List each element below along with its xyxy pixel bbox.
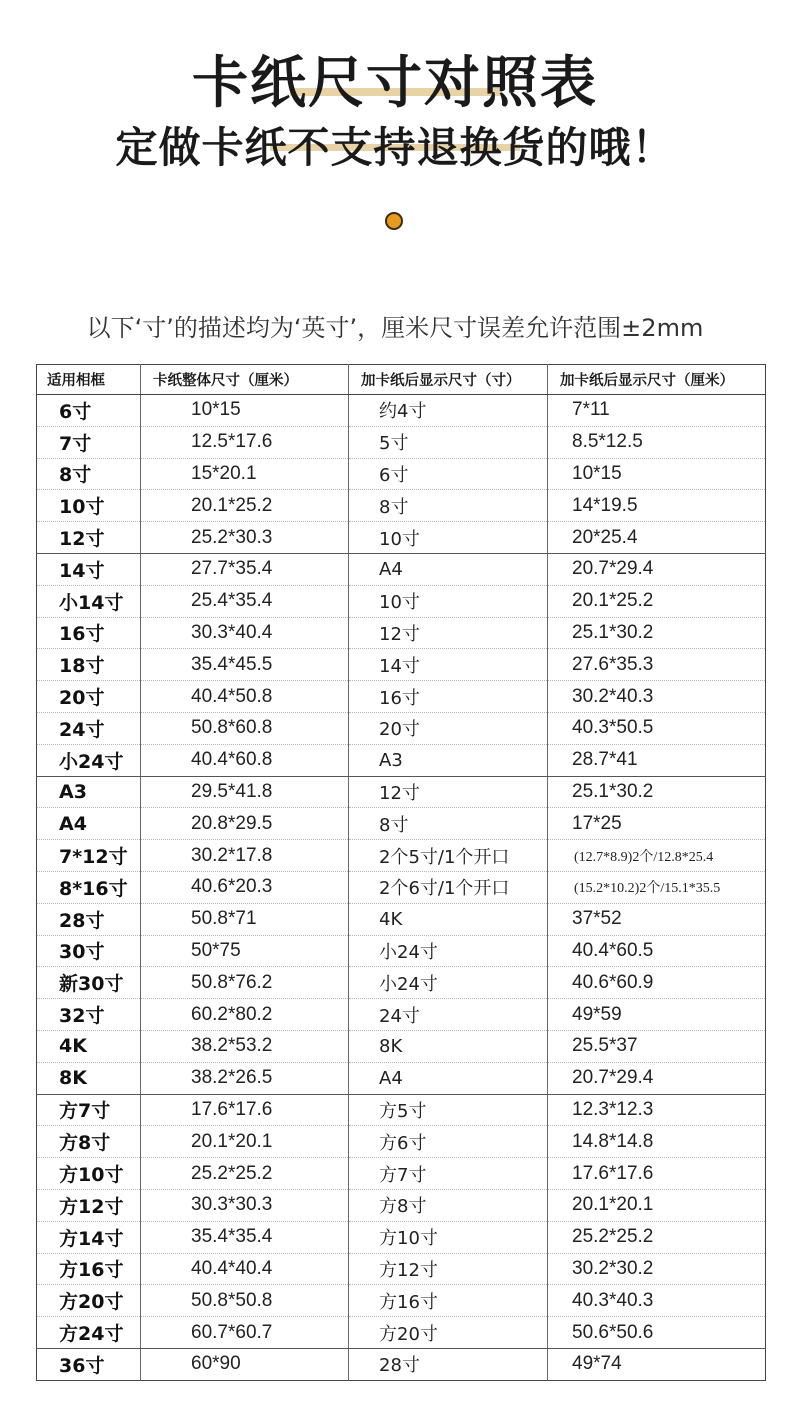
cell-display-cm: (12.7*8.9)2个/12.8*25.4 — [548, 840, 766, 872]
cell-card-size: 60.2*80.2 — [141, 999, 349, 1031]
cell-frame: 方10寸 — [37, 1158, 141, 1190]
table-row — [37, 1158, 766, 1190]
table-row — [37, 1317, 766, 1349]
table-row — [37, 1094, 766, 1126]
cell-card-size: 60.7*60.7 — [141, 1317, 349, 1349]
cell-display-cm: 20.1*25.2 — [548, 585, 766, 617]
cell-display-inch: 方16寸 — [349, 1285, 548, 1317]
cell-display-cm: 25.1*30.2 — [548, 776, 766, 808]
col-header-frame: 适用相框 — [37, 365, 141, 395]
cell-display-inch: 2个6寸/1个开口 — [349, 871, 548, 903]
cell-card-size: 35.4*35.4 — [141, 1221, 349, 1253]
cell-display-cm: 17*25 — [548, 808, 766, 840]
table-row — [37, 522, 766, 554]
cell-display-inch: 小24寸 — [349, 967, 548, 999]
cell-frame: 18寸 — [37, 649, 141, 681]
cell-display-cm: 27.6*35.3 — [548, 649, 766, 681]
cell-frame: 小14寸 — [37, 585, 141, 617]
cell-display-cm: 40.4*60.5 — [548, 935, 766, 967]
cell-frame: 方8寸 — [37, 1126, 141, 1158]
cell-display-cm: 8.5*12.5 — [548, 426, 766, 458]
table-row — [37, 808, 766, 840]
cell-display-inch: 方20寸 — [349, 1317, 548, 1349]
cell-card-size: 20.1*20.1 — [141, 1126, 349, 1158]
cell-frame: 方14寸 — [37, 1221, 141, 1253]
cell-display-inch: 24寸 — [349, 999, 548, 1031]
table-row — [37, 649, 766, 681]
cell-card-size: 20.1*25.2 — [141, 490, 349, 522]
cell-frame: 24寸 — [37, 712, 141, 744]
table-row — [37, 458, 766, 490]
cell-display-cm: 30.2*40.3 — [548, 681, 766, 713]
cell-display-inch: 小24寸 — [349, 935, 548, 967]
cell-display-inch: 16寸 — [349, 681, 548, 713]
cell-frame: 6寸 — [37, 395, 141, 427]
measurement-note: 以下‘寸’的描述均为‘英寸’，厘米尺寸误差允许范围±2mm — [86, 314, 704, 342]
col-header-display-inch: 加卡纸后显示尺寸（寸） — [349, 365, 548, 395]
table-row — [37, 1221, 766, 1253]
table-row — [37, 1030, 766, 1062]
cell-card-size: 35.4*45.5 — [141, 649, 349, 681]
table-row — [37, 490, 766, 522]
cell-display-cm: 49*74 — [548, 1348, 766, 1380]
cell-card-size: 40.4*50.8 — [141, 681, 349, 713]
cell-frame: 方24寸 — [37, 1317, 141, 1349]
table-row — [37, 903, 766, 935]
cell-card-size: 25.4*35.4 — [141, 585, 349, 617]
cell-display-cm: 12.3*12.3 — [548, 1094, 766, 1126]
cell-display-inch: 8K — [349, 1030, 548, 1062]
cell-card-size: 38.2*53.2 — [141, 1030, 349, 1062]
cell-card-size: 25.2*30.3 — [141, 522, 349, 554]
cell-card-size: 50.8*71 — [141, 903, 349, 935]
cell-display-inch: 10寸 — [349, 522, 548, 554]
cell-frame: 方20寸 — [37, 1285, 141, 1317]
table-row — [37, 744, 766, 776]
cell-display-inch: A4 — [349, 1062, 548, 1094]
cell-card-size: 15*20.1 — [141, 458, 349, 490]
cell-display-inch: 方6寸 — [349, 1126, 548, 1158]
cell-frame: 32寸 — [37, 999, 141, 1031]
table-row — [37, 395, 766, 427]
cell-display-inch: A4 — [349, 553, 548, 585]
cell-display-inch: 14寸 — [349, 649, 548, 681]
cell-display-inch: 方7寸 — [349, 1158, 548, 1190]
subtitle-row — [0, 122, 790, 174]
cell-frame: 16寸 — [37, 617, 141, 649]
cell-display-inch: 20寸 — [349, 712, 548, 744]
cell-card-size: 30.3*30.3 — [141, 1189, 349, 1221]
cell-frame: 8K — [37, 1062, 141, 1094]
table-row — [37, 935, 766, 967]
cell-card-size: 25.2*25.2 — [141, 1158, 349, 1190]
cell-frame: 28寸 — [37, 903, 141, 935]
cell-display-cm: 7*11 — [548, 395, 766, 427]
table-row — [37, 840, 766, 872]
table-row — [37, 1126, 766, 1158]
cell-display-inch: 10寸 — [349, 585, 548, 617]
cell-frame: 小24寸 — [37, 744, 141, 776]
cell-display-cm: 14.8*14.8 — [548, 1126, 766, 1158]
cell-display-cm: 40.3*40.3 — [548, 1285, 766, 1317]
table-row — [37, 967, 766, 999]
cell-display-cm: 25.5*37 — [548, 1030, 766, 1062]
cell-display-inch: 28寸 — [349, 1348, 548, 1380]
cell-card-size: 50.8*76.2 — [141, 967, 349, 999]
cell-display-inch: 6寸 — [349, 458, 548, 490]
cell-display-cm: 40.3*50.5 — [548, 712, 766, 744]
table-row — [37, 1285, 766, 1317]
table-row — [37, 1062, 766, 1094]
cell-display-inch: 12寸 — [349, 776, 548, 808]
cell-display-inch: 4K — [349, 903, 548, 935]
cell-display-inch: A3 — [349, 744, 548, 776]
cell-display-inch: 5寸 — [349, 426, 548, 458]
table-row — [37, 1189, 766, 1221]
cell-display-cm: 20*25.4 — [548, 522, 766, 554]
cell-card-size: 27.7*35.4 — [141, 553, 349, 585]
table-row — [37, 1253, 766, 1285]
cell-card-size: 12.5*17.6 — [141, 426, 349, 458]
cell-card-size: 50.8*60.8 — [141, 712, 349, 744]
cell-frame: 20寸 — [37, 681, 141, 713]
cell-display-cm: 49*59 — [548, 999, 766, 1031]
cell-display-cm: (15.2*10.2)2个/15.1*35.5 — [548, 871, 766, 903]
table-row — [37, 712, 766, 744]
cell-card-size: 30.2*17.8 — [141, 840, 349, 872]
cell-frame: 7寸 — [37, 426, 141, 458]
cell-card-size: 17.6*17.6 — [141, 1094, 349, 1126]
cell-frame: 8*16寸 — [37, 871, 141, 903]
cell-frame: 36寸 — [37, 1348, 141, 1380]
cell-display-inch: 约4寸 — [349, 395, 548, 427]
cell-frame: 14寸 — [37, 553, 141, 585]
cell-display-cm: 20.7*29.4 — [548, 553, 766, 585]
cell-frame: A3 — [37, 776, 141, 808]
cell-frame: 10寸 — [37, 490, 141, 522]
table-row — [37, 999, 766, 1031]
cell-display-inch: 方10寸 — [349, 1221, 548, 1253]
cell-frame: 4K — [37, 1030, 141, 1062]
cell-display-inch: 8寸 — [349, 808, 548, 840]
table-row — [37, 776, 766, 808]
cell-card-size: 50.8*50.8 — [141, 1285, 349, 1317]
cell-display-inch: 方5寸 — [349, 1094, 548, 1126]
cell-card-size: 40.6*20.3 — [141, 871, 349, 903]
cell-card-size: 10*15 — [141, 395, 349, 427]
cell-display-inch: 12寸 — [349, 617, 548, 649]
cell-display-cm: 20.1*20.1 — [548, 1189, 766, 1221]
cell-frame: 方16寸 — [37, 1253, 141, 1285]
cell-card-size: 60*90 — [141, 1348, 349, 1380]
col-header-display-cm: 加卡纸后显示尺寸（厘米） — [548, 365, 766, 395]
table-row — [37, 871, 766, 903]
cell-card-size: 30.3*40.4 — [141, 617, 349, 649]
cell-display-cm: 14*19.5 — [548, 490, 766, 522]
cell-frame: 7*12寸 — [37, 840, 141, 872]
page-subtitle: 定做卡纸不支持退换货的哦！ — [115, 123, 675, 172]
cell-frame: 30寸 — [37, 935, 141, 967]
cell-card-size: 38.2*26.5 — [141, 1062, 349, 1094]
page-title: 卡纸尺寸对照表 — [192, 51, 598, 116]
cell-display-cm: 40.6*60.9 — [548, 967, 766, 999]
table-row — [37, 553, 766, 585]
table-header-row — [37, 365, 766, 395]
decorative-dot-icon — [385, 212, 403, 230]
table-row — [37, 617, 766, 649]
table-row — [37, 1348, 766, 1380]
size-table — [36, 364, 766, 1381]
cell-display-cm: 17.6*17.6 — [548, 1158, 766, 1190]
cell-frame: 新30寸 — [37, 967, 141, 999]
cell-display-cm: 37*52 — [548, 903, 766, 935]
table-row — [37, 585, 766, 617]
cell-card-size: 20.8*29.5 — [141, 808, 349, 840]
cell-display-cm: 10*15 — [548, 458, 766, 490]
cell-frame: 方7寸 — [37, 1094, 141, 1126]
cell-display-inch: 8寸 — [349, 490, 548, 522]
title-row — [0, 52, 790, 116]
cell-card-size: 29.5*41.8 — [141, 776, 349, 808]
cell-display-cm: 50.6*50.6 — [548, 1317, 766, 1349]
cell-display-inch: 方12寸 — [349, 1253, 548, 1285]
cell-frame: 方12寸 — [37, 1189, 141, 1221]
cell-display-inch: 2个5寸/1个开口 — [349, 840, 548, 872]
cell-display-cm: 25.2*25.2 — [548, 1221, 766, 1253]
cell-card-size: 40.4*60.8 — [141, 744, 349, 776]
cell-card-size: 40.4*40.4 — [141, 1253, 349, 1285]
table-row — [37, 681, 766, 713]
cell-frame: 12寸 — [37, 522, 141, 554]
cell-display-inch: 方8寸 — [349, 1189, 548, 1221]
cell-display-cm: 28.7*41 — [548, 744, 766, 776]
cell-display-cm: 25.1*30.2 — [548, 617, 766, 649]
col-header-card-size: 卡纸整体尺寸（厘米） — [141, 365, 349, 395]
cell-display-cm: 20.7*29.4 — [548, 1062, 766, 1094]
table-row — [37, 426, 766, 458]
cell-frame: 8寸 — [37, 458, 141, 490]
cell-frame: A4 — [37, 808, 141, 840]
cell-display-cm: 30.2*30.2 — [548, 1253, 766, 1285]
cell-card-size: 50*75 — [141, 935, 349, 967]
